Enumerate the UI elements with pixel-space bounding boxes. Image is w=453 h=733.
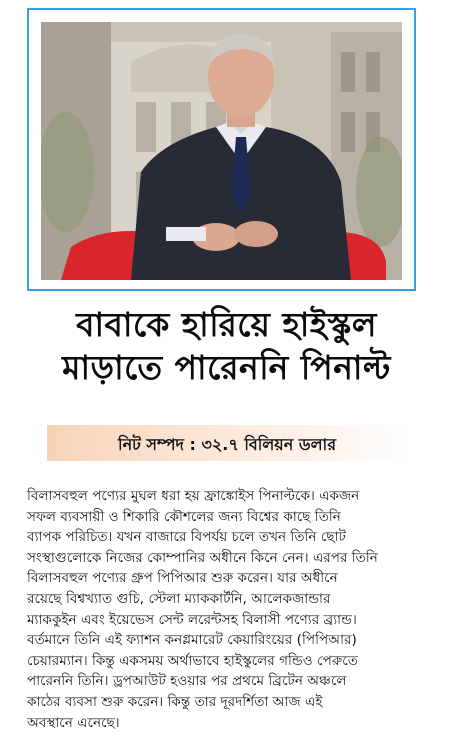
- body-line: বিলাসবহুল পণ্যের মুঘল ধরা হয় ফ্রাঙ্কোইস পিনাল্টকে। একজন: [27, 488, 360, 504]
- body-line: চেয়ারম্যান। কিন্তু একসময় অর্থাভাবে হাইস্কুলের গন্ডিও পেরুতে: [27, 652, 358, 669]
- body-line: সফল ব্যবসায়ী ও শিকারি কৌশলের জন্য বিশ্বের কাছে তিনি: [27, 508, 341, 525]
- body-line: কাঠের ব্যবসা শুরু করেন। কিন্তু তার দূরদর্শিতা আজ এই: [27, 693, 323, 710]
- net-worth-text: নিট সম্পদ : ৩২.৭ বিলিয়ন ডলার: [118, 435, 336, 454]
- body-line: রয়েছে বিশ্বখ্যাত গুচি, স্টেলা ম্যাককার্টনি, আলেকজান্ডার: [27, 590, 331, 607]
- net-worth-banner: [47, 425, 407, 461]
- body-line: পারেননি তিনি। ড্রপআউট হওয়ার পর প্রথমে ব্রিটেন অঞ্চলে: [27, 673, 347, 690]
- headline-line-1: বাবাকে হারিয়ে হাইস্কুল: [76, 305, 377, 344]
- article-body: [27, 486, 427, 733]
- photo-frame: [27, 8, 416, 291]
- headline-line-2: মাড়াতে পারেননি পিনাল্ট: [62, 348, 391, 387]
- body-line: বিলাসবহুল পণ্যের গ্রুপ পিপিআর শুরু করেন। যার অধীনে: [27, 570, 338, 587]
- body-line: অবস্থানে এনেছে।: [27, 714, 120, 731]
- body-line: ব্যাপক পরিচিত। যখন বাজারে বিপর্যয় চলে তখন তিনি ছোট: [27, 529, 346, 546]
- body-line: ম্যাককুইন এবং ইয়েভেস সেন্ট লরেন্টসহ বিলাসী পণ্যের ব্র্যান্ড।: [27, 611, 357, 628]
- portrait-illustration: [41, 22, 402, 280]
- portrait-photo: [41, 22, 402, 280]
- body-line: সংস্থাগুলোকে নিজের কোম্পানির অধীনে কিনে নেন। এরপর তিনি: [27, 549, 378, 566]
- body-line: বর্তমানে তিনি এই ফ্যাশন কনগ্লমারেট কেয়ারিংয়ের (পিপিআর): [27, 632, 357, 649]
